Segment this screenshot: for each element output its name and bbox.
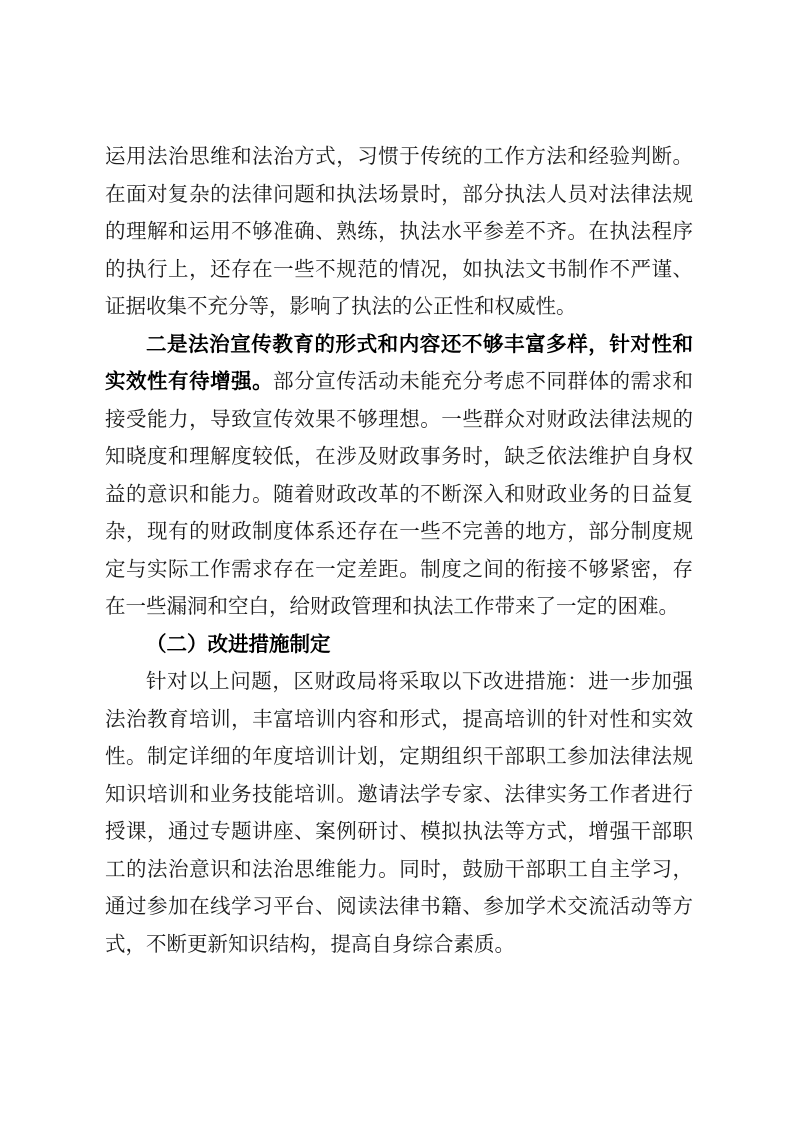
paragraph-body-text: 部分宣传活动未能充分考虑不同群体的需求和接受能力，导致宣传效果不够理想。一些群众对财政法律法规的知晓度和理解度较低，在涉及财政事务时，缺乏依法维护自身权益的意识和能力。随着财政改革的不断深入和财政业务的日益复杂，现有的财政制度体系还存在一些不完善的地方，部分制度规定与实际工作需求存在一定差距。制度之间的衔接不够紧密，存在一些漏洞和空白，给财政管理和执法工作带来了一定的困难。 (105, 369, 694, 618)
document-body (105, 138, 693, 963)
paragraph-lead-sentence: 二是法治宣传教育的形式和内容还不够丰富多样，针对性和实效性有待增强。 (105, 331, 693, 393)
paragraph-continuation: 运用法治思维和法治方式，习惯于传统的工作方法和经验判断。在面对复杂的法律问题和执法场景时，部分执法人员对法律法规的理解和运用不够准确、熟练，执法水平参差不齐。在执法程序的执行上，还存在一些不规范的情况，如执法文书制作不严谨、证据收集不充分等，影响了执法的公正性和权威性。 (105, 144, 693, 318)
paragraph-measures: 针对以上问题，区财政局将采取以下改进措施：进一步加强法治教育培训，丰富培训内容和形式，提高培训的针对性和实效性。制定详细的年度培训计划，定期组织干部职工参加法律法规知识培训和业务技能培训。邀请法学专家、法律实务工作者进行授课，通过专题讲座、案例研讨、模拟执法等方式，增强干部职工的法治意识和法治思维能力。同时，鼓励干部职工自主学习，通过参加在线学习平台、阅读法律书籍、参加学术交流活动等方式，不断更新知识结构，提高自身综合素质。 (105, 669, 693, 956)
section-heading: （二）改进措施制定 (146, 631, 331, 656)
paragraph-publicity-issue (105, 326, 693, 626)
